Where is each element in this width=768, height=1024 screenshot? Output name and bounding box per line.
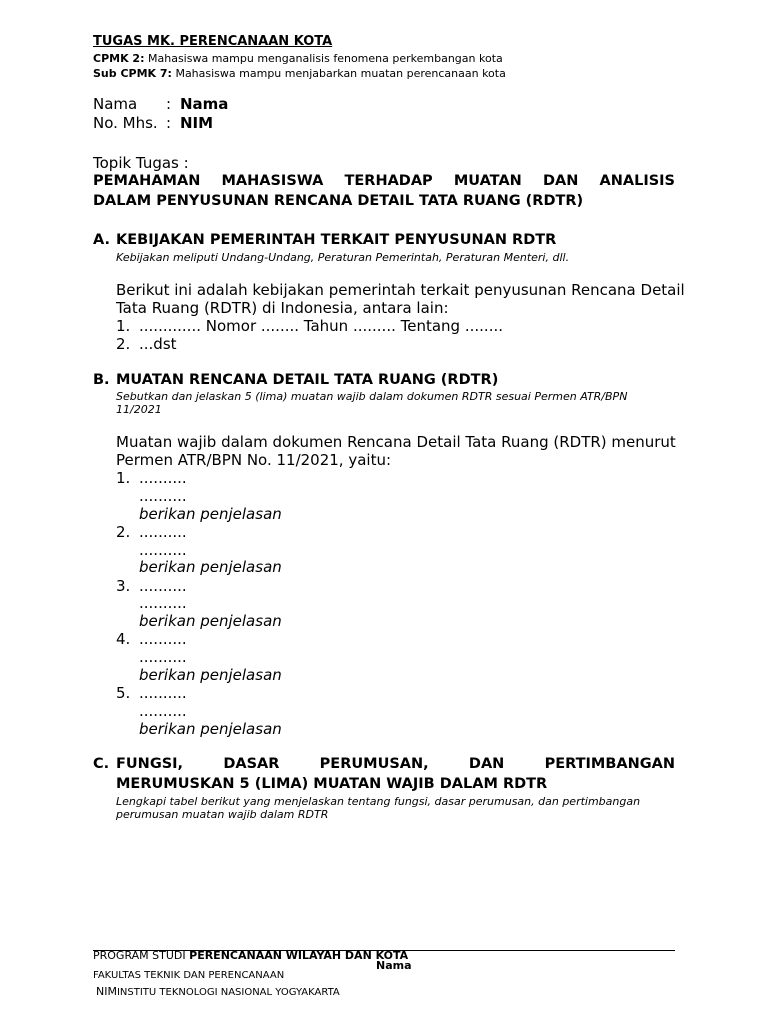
section-a-item-number: 1. — [116, 317, 131, 335]
section-b-item-line: .......... — [139, 577, 187, 595]
section-a-note: Kebijakan meliputi Undang-Undang, Peraturan Pemerintah, Peraturan Menteri, dll. — [116, 251, 570, 264]
section-b-note-line2: 11/2021 — [116, 403, 162, 416]
section-b-item-line: .......... — [139, 594, 187, 612]
section-b-item-line: .......... — [139, 648, 187, 666]
section-b-item-number: 2. — [116, 523, 131, 541]
section-a-para-line2: Tata Ruang (RDTR) di Indonesia, antara lain: — [116, 299, 449, 317]
section-b-item-explanation: berikan penjelasan — [139, 720, 282, 738]
section-c-title-line2: MERUMUSKAN 5 (LIMA) MUATAN WAJIB DALAM RDTR — [116, 776, 548, 792]
section-b-item-line: .......... — [139, 630, 187, 648]
footer-program-name: PERENCANAAN WILAYAH DAN KOTA — [189, 949, 409, 962]
cpmk-text: Mahasiswa mampu menganalisis fenomena perkembangan kota — [144, 52, 503, 65]
section-a-letter: A. — [93, 232, 110, 248]
section-b-note-line1: Sebutkan dan jelaskan 5 (lima) muatan wajib dalam dokumen RDTR sesuai Permen ATR/BPN — [116, 390, 628, 403]
section-a-item-number: 2. — [116, 335, 131, 353]
section-b-item-explanation: berikan penjelasan — [139, 558, 282, 576]
section-b-item-line: .......... — [139, 469, 187, 487]
section-b-item-number: 4. — [116, 630, 131, 648]
section-b-item-explanation: berikan penjelasan — [139, 612, 282, 630]
nama-value: Nama — [180, 95, 229, 113]
footer-program — [93, 949, 408, 962]
footer-nama: Nama — [376, 959, 412, 972]
section-b-para-line2: Permen ATR/BPN No. 11/2021, yaitu: — [116, 451, 392, 469]
cpmk-line — [93, 52, 503, 65]
section-b-para-line1: Muatan wajib dalam dokumen Rencana Detail Tata Ruang (RDTR) menurut — [116, 433, 676, 451]
section-b-item-explanation: berikan penjelasan — [139, 666, 282, 684]
nama-label: Nama — [93, 95, 138, 113]
section-c-note-line2: perumusan muatan wajib dalam RDTR — [116, 808, 329, 821]
nama-colon: : — [166, 95, 172, 113]
footer-program-prefix: PROGRAM STUDI — [93, 949, 190, 962]
section-b-item-line: .......... — [139, 523, 187, 541]
subcpmk-text: Mahasiswa mampu menjabarkan muatan perencanaan kota — [171, 67, 506, 80]
section-b-item-line: .......... — [139, 541, 187, 559]
section-a-item-text: ...dst — [139, 335, 177, 353]
section-b-item-number: 1. — [116, 469, 131, 487]
section-b-letter: B. — [93, 372, 110, 388]
section-a-para-line1: Berikut ini adalah kebijakan pemerintah terkait penyusunan Rencana Detail — [116, 281, 685, 299]
topic-title-line2: DALAM PENYUSUNAN RENCANA DETAIL TATA RUANG (RDTR) — [93, 193, 584, 209]
section-c-title-line1: FUNGSI, DASAR PERUMUSAN, DAN PERTIMBANGAN — [116, 756, 675, 772]
subcpmk-label: Sub CPMK 7: — [93, 67, 172, 80]
footer-nim-institute — [96, 980, 340, 999]
section-c-letter: C. — [93, 756, 110, 772]
section-c-note-line1: Lengkapi tabel berikut yang menjelaskan tentang fungsi, dasar perumusan, dan pertimbangan — [116, 795, 641, 808]
course-title: TUGAS MK. PERENCANAAN KOTA — [93, 34, 333, 49]
nim-colon: : — [166, 114, 172, 132]
section-a-item-text: ............. Nomor ........ Tahun ......... Tentang ........ — [139, 317, 503, 335]
section-b-item-line: .......... — [139, 487, 187, 505]
section-b-title: MUATAN RENCANA DETAIL TATA RUANG (RDTR) — [116, 372, 499, 388]
topic-title-line1: PEMAHAMAN MAHASISWA TERHADAP MUATAN DAN ANALISIS — [93, 173, 675, 189]
section-b-item-explanation: berikan penjelasan — [139, 505, 282, 523]
cpmk-label: CPMK 2: — [93, 52, 145, 65]
nim-value: NIM — [180, 114, 214, 132]
section-b-item-line: .......... — [139, 702, 187, 720]
section-b-item-line: .......... — [139, 684, 187, 702]
nim-label: No. Mhs. — [93, 114, 158, 132]
section-b-item-number: 3. — [116, 577, 131, 595]
section-a-title: KEBIJAKAN PEMERINTAH TERKAIT PENYUSUNAN RDTR — [116, 232, 557, 248]
footer-nim: NIM — [96, 985, 117, 998]
subcpmk-line — [93, 67, 506, 80]
footer-faculty: FAKULTAS TEKNIK DAN PERENCANAAN — [93, 970, 285, 981]
section-b-item-number: 5. — [116, 684, 131, 702]
footer-institute: INSTITU TEKNOLOGI NASIONAL YOGYAKARTA — [116, 987, 340, 998]
topic-label: Topik Tugas : — [93, 154, 189, 172]
